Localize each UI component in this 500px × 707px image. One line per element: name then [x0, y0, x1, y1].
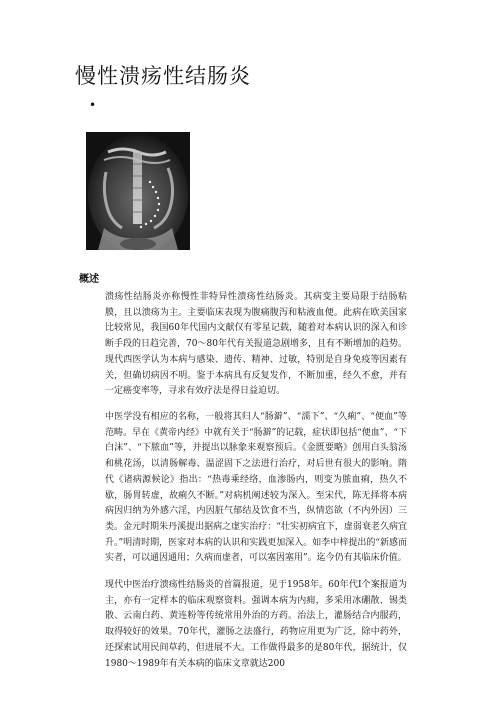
paragraph-2: 中医学没有相应的名称，一般将其归人“肠澼”、“濡下”、“久痢”、“便血”等范畴。早在《黄帝内经》中就有关于“肠澼”的记载，症状即包括“便血”、“下白沫”、“下脓血”等，并提出以脉象来观察预后。《金匮要略》创用白头翁汤和桃花汤，以清肠解毒、温涩固下之法进行治疗，对后世有很大的影响。隋代《诸病源候论》指出：“热毒乘经络，血渗肠内，则变为脓血痢，热久不歇，肠胃转虚，故痢久不断。”对病机阐述较为深入。至宋代，陈无择将本病病因归纳为外感六淫，内因脏气郁结及饮食不当，纵情恣欲（不内外因）三类。金元时期朱丹溪提出据病之虚实治疗：“壮实初病宜下，虚弱衰老久病宜升。”明清时期，医家对本病的认识和实践更加深入。如李中梓提出的“新感而实者，可以通因通用；久病而虚者，可以塞因塞用”。迄今仍有其临床价值。 [105, 412, 408, 564]
paragraph-3: 现代中医治疗溃疡性结肠炎的首篇报道，见于1958年。60年代Ⅰ个案报道为主，亦有一定样本的临床观察资料。强调本病为内痈，多采用冰硼散、锡类散、云南白药、黄连粉等传统常用外治的方药。治法上，灌肠结合内服药，取得较好的效果。70年代，灌肠之法盛行，药物应用更为广泛，除中药外，还探索试用民间草药，但进展不大。工作做得最多的是80年代，据统计，仅1980～1989年有关本病的临床文章就达200 [105, 580, 407, 669]
bullet-point: • [89, 98, 97, 112]
section-heading-overview: 概述 [79, 274, 99, 285]
page-title: 慢性溃疡性结肠炎 [75, 64, 251, 88]
paragraph-1: 溃疡性结肠炎亦称慢性非特异性溃疡性结肠炎。其病变主要局限于结肠粘膜，且以溃疡为主。主要临床表现为腹痛腹泻和粘液血便。此病在欧美国家比较常见，我国60年代国内文献仅有零星记载，随着对本病认识的深入和诊断手段的日趋完善，70～80年代有关报道急剧增多，且有不断增加的趋势。现代西医学认为本病与感染、遗传、精神、过敏，特别是自身免疫等因素有关，但确切病因不明。鉴于本病具有反复发作，不断加重，经久不愈，并有一定癌变率等，寻求有效疗法是得日益迫切。 [105, 292, 407, 397]
abdominal-xray-image [78, 132, 196, 250]
